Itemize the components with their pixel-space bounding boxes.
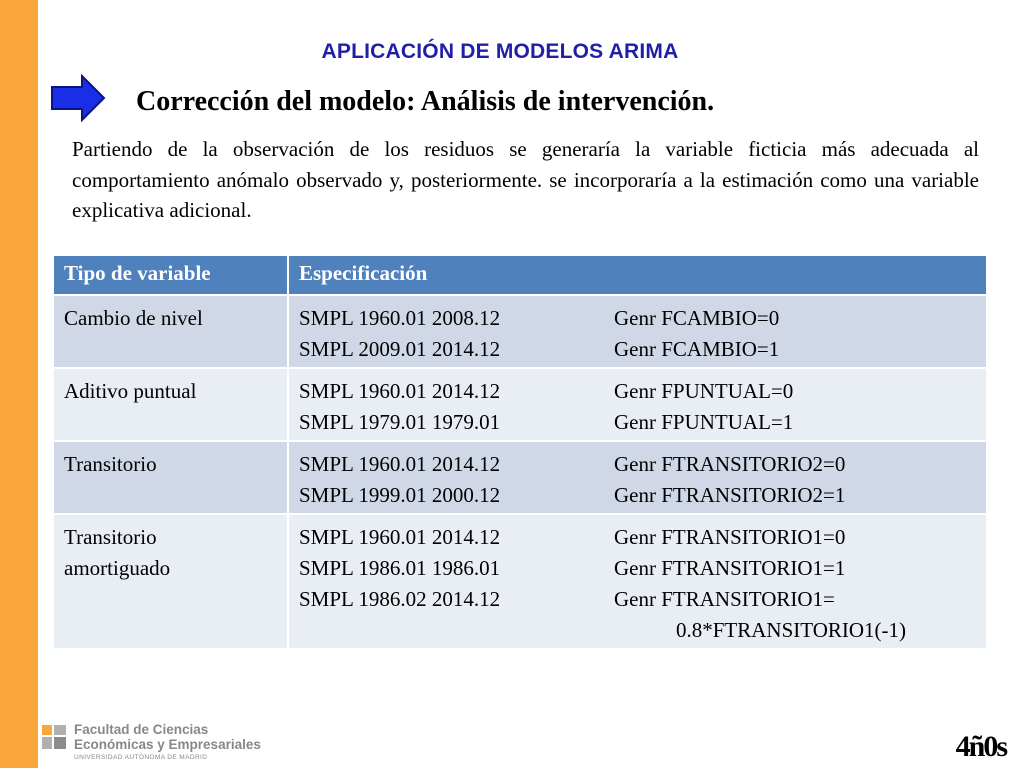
intro-paragraph: Partiendo de la observación de los residuos se generaría la variable ficticia más adecuada al comportamiento anómalo observado y, posteriormente. se incorporaría a la estimación como una variable explicativa adicional. [72,137,979,222]
left-accent-bar [0,0,38,768]
genr-command: Genr FTRANSITORIO2=1 [614,483,846,507]
spec-line [299,303,976,334]
spec-line [299,522,976,553]
genr-command: Genr FCAMBIO=0 [614,306,780,330]
table-row [53,441,987,514]
table-row [53,295,987,368]
column-header-type: Tipo de variable [53,255,288,295]
smpl-command: SMPL 1960.01 2014.12 [299,379,501,403]
table-row [53,368,987,441]
logo-line-3: UNIVERSIDAD AUTÓNOMA DE MADRID [74,754,208,761]
genr-command: Genr FTRANSITORIO2=0 [614,452,846,476]
smpl-command: SMPL 2009.01 2014.12 [299,337,501,361]
spec-line [299,480,976,511]
specification-cell [288,368,987,441]
smpl-command: SMPL 1986.01 1986.01 [299,556,501,580]
variable-type-cell: Cambio de nivel [53,295,288,368]
right-arrow-icon [50,74,106,122]
genr-command: Genr FPUNTUAL=1 [614,410,794,434]
variable-type-cell [53,514,288,649]
logo-line-2: Económicas y Empresariales [74,737,261,752]
smpl-command: SMPL 1986.02 2014.12 [299,587,501,611]
table-header-row [53,255,987,295]
variable-type-line: Transitorio [64,525,157,549]
variable-type-cell: Transitorio [53,441,288,514]
spec-line-continuation [299,615,976,646]
genr-command: Genr FTRANSITORIO1= [614,587,835,611]
smpl-command: SMPL 1979.01 1979.01 [299,410,501,434]
genr-command: Genr FCAMBIO=1 [614,337,780,361]
smpl-command: SMPL 1960.01 2008.12 [299,306,501,330]
table-row [53,514,987,649]
specification-cell [288,514,987,649]
intervention-table [52,254,988,650]
column-header-spec: Especificación [288,255,987,295]
genr-continuation: 0.8*FTRANSITORIO1(-1) [676,618,907,642]
variable-type-cell: Aditivo puntual [53,368,288,441]
specification-cell [288,295,987,368]
smpl-command: SMPL 1960.01 2014.12 [299,452,501,476]
slide-subtitle: Corrección del modelo: Análisis de intervención. [136,86,715,117]
smpl-command: SMPL 1960.01 2014.12 [299,525,501,549]
genr-command: Genr FPUNTUAL=0 [614,379,794,403]
anniversary-stamp: 4ñ0s [955,730,1006,763]
spec-line [299,376,976,407]
genr-command: Genr FTRANSITORIO1=0 [614,525,846,549]
genr-command: Genr FTRANSITORIO1=1 [614,556,846,580]
specification-cell [288,441,987,514]
spec-line [299,553,976,584]
spec-line [299,449,976,480]
logo-line-1: Facultad de Ciencias [74,722,209,737]
page-title: APLICACIÓN DE MODELOS ARIMA [321,40,679,63]
spec-line [299,584,976,615]
variable-type-line: amortiguado [64,556,171,580]
smpl-command: SMPL 1999.01 2000.12 [299,483,501,507]
faculty-emblem-icon [42,725,66,749]
spec-line [299,407,976,438]
spec-line [299,334,976,365]
